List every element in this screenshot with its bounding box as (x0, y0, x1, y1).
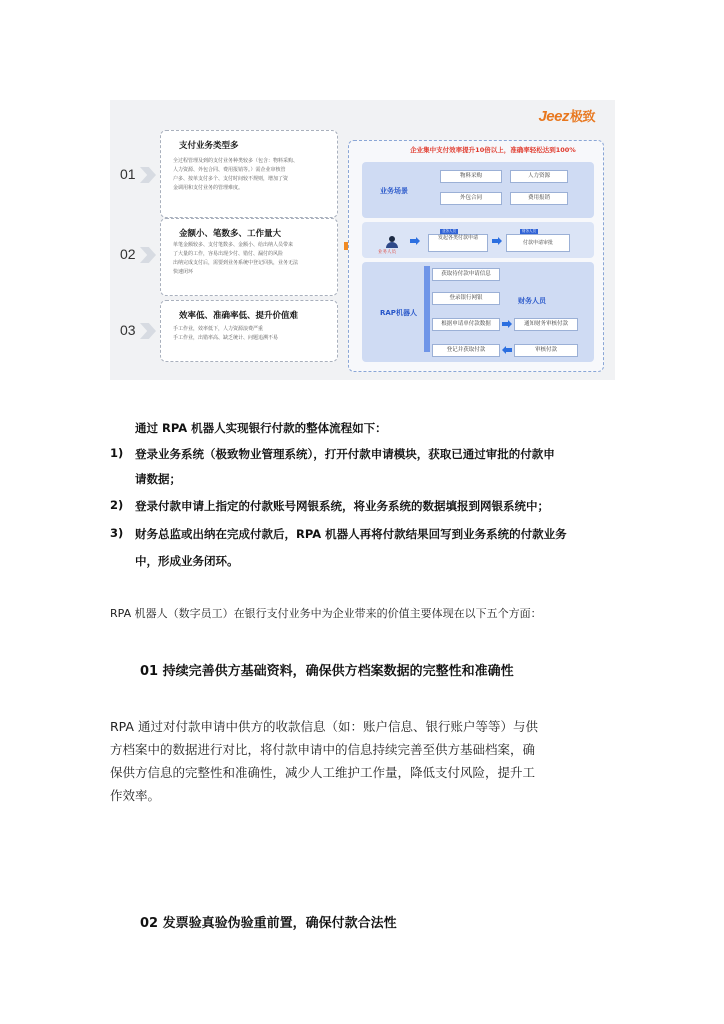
process-figure (110, 100, 615, 380)
value-intro: RPA 机器人（数字员工）在银行支付业务中为企业带来的价值主要体现在以下五个方面： (110, 607, 542, 620)
step-number: 3) (110, 526, 124, 540)
flow-box: 发起各类付款申请 (428, 234, 488, 252)
chevron-right-icon (140, 323, 156, 339)
pain-point-title: 效率低、准确率低、提升价值难 (179, 311, 299, 321)
flow-tag: 业务人员 (442, 229, 456, 233)
person-icon (386, 236, 398, 248)
business-item: 人力资源 (510, 170, 568, 183)
section-paragraph: 方档案中的数据进行对比，将付款申请中的信息持续完善至供方基础档案，确 (110, 742, 536, 757)
step-number: 1) (110, 446, 124, 460)
section-paragraph: 作效率。 (110, 788, 161, 803)
rpa-step: 登记并获取付款 (432, 344, 500, 357)
chevron-right-icon (140, 247, 156, 263)
step-text: 登录付款申请上指定的付款账号网银系统，将业务系统的数据填报到网银系统中； (135, 499, 549, 513)
finance-step: 通知财务审核付款 (514, 318, 578, 331)
flow-tag: 财务人员 (522, 229, 536, 233)
pain-point-bullets: 单笔金额较多、支付笔数多、金额小、给出纳人员带来 了大量的工作，容易出现少付、错付、漏付的风险 出纳完成支付后，需要到业务系统中登记回执，业务无法 快速闭环 (173, 242, 299, 275)
rpa-step: 根据申请单付款数据 (432, 318, 500, 331)
step-text: 登录业务系统（极致物业管理系统），打开付款申请模块，获取已通过审批的付款申 (135, 447, 555, 461)
rpa-step: 获取待付款申请信息 (432, 268, 500, 281)
section-paragraph: 保供方信息的完整性和准确性，减少人工维护工作量，降低支付风险，提升工 (110, 765, 536, 780)
step-number: 2) (110, 498, 124, 512)
rpa-bar (424, 266, 430, 352)
rpa-zone-label: RAP机器人 (380, 309, 417, 317)
pain-point-box (160, 300, 338, 362)
finance-step: 审核付款 (514, 344, 578, 357)
pain-point-bullets: 手工作业，效率低下，人力资源浪费严重 手工作业，出错率高、缺乏统计、问题追溯不易 (173, 326, 279, 341)
business-zone-label: 业务场景 (380, 187, 408, 195)
pain-point-box (160, 130, 338, 218)
finance-label: 财务人员 (518, 297, 546, 305)
person-label: 业务人员 (378, 250, 396, 255)
chevron-right-icon (140, 167, 156, 183)
solution-header: 企业集中支付效率提升10倍以上，准确率轻松达到100% (410, 146, 576, 154)
business-item: 物料采购 (440, 170, 502, 183)
jeez-logo: Jeez极致 (538, 108, 595, 125)
left-box-number: 03 (120, 322, 136, 338)
intro-text: 通过 RPA 机器人实现银行付款的整体流程如下： (135, 421, 387, 435)
left-box-number: 02 (120, 246, 136, 262)
rpa-step: 登录银行网银 (432, 292, 500, 305)
pain-point-title: 金额小、笔数多、工作量大 (179, 229, 282, 239)
flow-box: 付款申请审批 (506, 234, 570, 252)
pain-point-box (160, 218, 338, 296)
step-text: 中，形成业务闭环。 (135, 554, 239, 568)
section-heading: 01 持续完善供方基础资料，确保供方档案数据的完整性和准确性 (140, 664, 514, 679)
left-box-number: 01 (120, 166, 136, 182)
step-text: 请数据； (135, 472, 181, 486)
business-item: 外包合同 (440, 192, 502, 205)
section-heading: 02 发票验真验伪验重前置，确保付款合法性 (140, 916, 397, 931)
pain-point-bullets: 全过程管理及到的支付业务种类较多（包含：物料采购、 人力资源、外包合同、费用报销等。）需企业审核管 户多、按单支付多个、支付时间较不规则，增加了资 金调用和支付业务的管理难度。 (173, 158, 299, 191)
pain-point-title: 支付业务类型多 (179, 141, 239, 151)
business-item: 费用报销 (510, 192, 568, 205)
step-text: 财务总监或出纳在完成付款后，RPA 机器人再将付款结果回写到业务系统的付款业务 (135, 527, 567, 541)
section-paragraph: RPA 通过对付款申请中供方的收款信息（如：账户信息、银行账户等等）与供 (110, 719, 538, 734)
